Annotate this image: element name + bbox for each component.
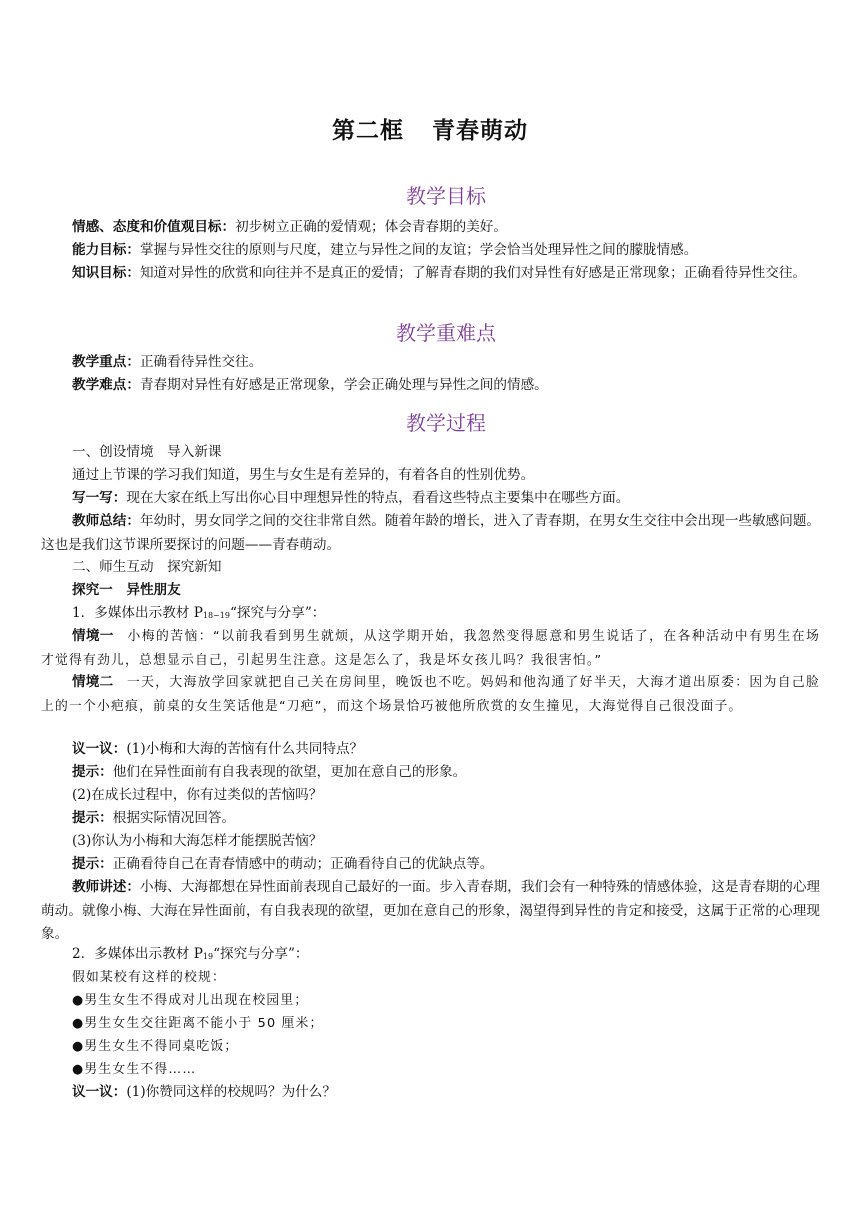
question-3: (3)你认为小梅和大海怎样才能摆脱苦恼？ (72, 833, 323, 849)
difficult-point-text: 青春期对异性有好感是正常现象，学会正确处理与异性之间的情感。 (139, 377, 548, 393)
scenario-two-label: 情境二 (72, 674, 114, 690)
hint-3 (41, 853, 820, 877)
difficult-point (41, 374, 820, 398)
goal-emotion (41, 216, 820, 240)
scenario-one (41, 625, 820, 672)
hint-3-text: 正确看待自己在青春情感中的萌动；正确看待自己的优缺点等。 (112, 856, 494, 872)
media-item-one-pages: 18~19 (202, 611, 230, 620)
question-1: (1)小梅和大海的苦恼有什么共同特点？ (126, 741, 364, 757)
question-4: (1)你赞同这样的校规吗？为什么？ (126, 1084, 336, 1100)
section-heading-process: 教学过程 (406, 411, 486, 435)
rule-intro: 假如某校有这样的校规： (72, 970, 226, 985)
rule-item: ●男生女生不得同桌吃饭； (72, 1039, 239, 1054)
media-item-one-prefix: 1．多媒体出示教材 P (72, 605, 203, 621)
hint-2-text: 根据实际情况回答。 (112, 810, 236, 826)
section-heading-goals: 教学目标 (406, 184, 486, 208)
step-one-text: 通过上节课的学习我们知道，男生与女生是有差异的，有着各自的性别优势。 (72, 467, 535, 483)
goal-knowledge (41, 262, 820, 286)
hint-3-label: 提示： (72, 856, 113, 872)
media-item-two-suffix: “探究与分享”： (213, 946, 309, 962)
rule-item: ●男生女生不得…… (72, 1062, 197, 1077)
media-item-one-suffix: “探究与分享”： (229, 605, 326, 621)
scenario-one-text: 小梅的苦恼：“以前我看到男生就烦，从这学期开始，我忽然变得愿意和男生说话了，在各种活动中有男生在场才觉得有劲儿，总想显示自己，引起男生注意。这是怎么了，我是坏女孩儿吗？我很害怕。” (41, 629, 821, 668)
hint-1 (41, 761, 820, 785)
write-task (41, 487, 820, 511)
rule-item: ●男生女生交往距离不能小于 50 厘米； (72, 1016, 324, 1031)
goal-ability-text: 掌握与异性交往的原则与尺度，建立与异性之间的友谊；学会恰当处理异性之间的朦胧情感。 (139, 242, 698, 258)
scenario-two (41, 671, 820, 718)
goal-knowledge-text: 知道对异性的欣赏和向往并不是真正的爱情；了解青春期的我们对异性有好感是正常现象；正确看待异性交往。 (139, 265, 807, 281)
goal-emotion-label: 情感、态度和价值观目标： (72, 219, 236, 235)
scenario-two-text: 一天，大海放学回家就把自己关在房间里，晚饭也不吃。妈妈和他沟通了好半天，大海才道出原委：因为自己脸上的一个小疤痕，前桌的女生笑话他是“刀疤”，而这个场景恰巧被他所欣赏的女生撞见，大海觉得自己很没面子。 (41, 675, 820, 714)
rule-item: ●男生女生不得成对儿出现在校园里； (72, 993, 309, 1008)
explore-one-heading: 探究一 异性朋友 (72, 582, 181, 598)
write-task-text: 现在大家在纸上写出你心目中理想异性的特点，看看这些特点主要集中在哪些方面。 (126, 490, 630, 506)
key-point-text: 正确看待异性交往。 (139, 354, 263, 370)
media-item-two-pages: 19 (202, 952, 214, 961)
goal-emotion-text: 初步树立正确的爱情观；体会青春期的美好。 (235, 219, 507, 235)
discussion-label-2: 议一议： (72, 1084, 127, 1100)
media-item-one (41, 602, 820, 628)
scenario-one-label: 情境一 (72, 628, 114, 644)
discussion-q4 (41, 1081, 820, 1105)
section-heading-keypoints: 教学重难点 (396, 321, 496, 345)
teacher-summary (41, 510, 820, 557)
media-item-two (41, 943, 820, 969)
discussion-q1 (41, 738, 820, 762)
teacher-summary-text: 年幼时，男女同学之间的交往非常自然。随着年龄的增长，进入了青春期，在男女生交往中会出现一些敏感问题。这也是我们这节课所要探讨的问题——青春萌动。 (41, 513, 821, 553)
hint-2-label: 提示： (72, 810, 113, 826)
goal-ability-label: 能力目标： (72, 242, 140, 258)
discussion-label: 议一议： (72, 741, 127, 757)
key-point-label: 教学重点： (72, 354, 140, 370)
page-title (0, 112, 860, 145)
difficult-point-label: 教学难点： (72, 377, 140, 393)
title-part-b: 青春萌动 (432, 117, 528, 144)
teacher-lecture-label: 教师讲述： (72, 879, 141, 895)
title-part-a: 第二框 (332, 117, 404, 144)
step-two-heading: 二、师生互动 探究新知 (72, 559, 222, 575)
media-item-two-prefix: 2．多媒体出示教材 P (72, 946, 203, 962)
step-one-heading: 一、创设情境 导入新课 (72, 444, 222, 460)
teacher-summary-label: 教师总结： (72, 513, 141, 529)
question-2: (2)在成长过程中，你有过类似的苦恼吗？ (72, 787, 323, 803)
write-task-label: 写一写： (72, 490, 127, 506)
hint-1-label: 提示： (72, 764, 113, 780)
goal-knowledge-label: 知识目标： (72, 265, 140, 281)
hint-2 (41, 807, 820, 831)
teacher-lecture-text: 小梅、大海都想在异性面前表现自己最好的一面。步入青春期，我们会有一种特殊的情感体验，这是青春期的心理萌动。就像小梅、大海在异性面前，有自我表现的欲望，更加在意自己的形象，渴望得到异性的肯定和接受，这属于正常的心理现象。 (41, 879, 821, 943)
goal-ability (41, 239, 820, 263)
key-point (41, 351, 820, 375)
hint-1-text: 他们在异性面前有自我表现的欲望，更加在意自己的形象。 (112, 764, 467, 780)
teacher-lecture (41, 876, 820, 947)
